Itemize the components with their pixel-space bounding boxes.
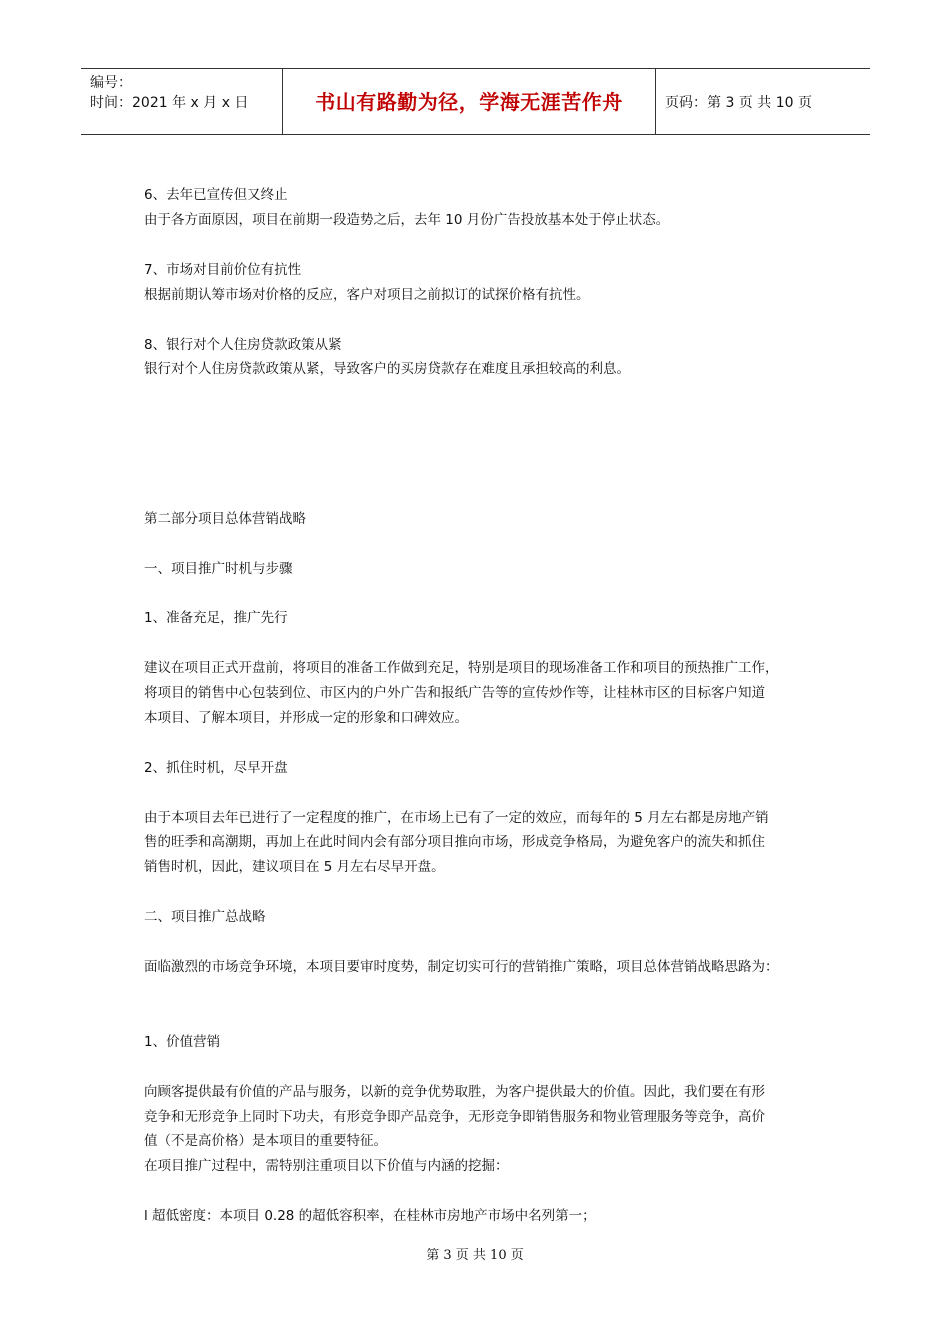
bullet-item: l 超低密度：本项目 0.28 的超低容积率，在桂林市房地产市场中名列第一； — [144, 1208, 596, 1224]
header-motto: 书山有路勤为径，学海无涯苦作舟 — [315, 90, 623, 114]
section-6-text: 由于各方面原因，项目在前期一段造势之后，去年 10 月份广告投放基本处于停止状态。 — [144, 212, 670, 228]
header-page-number: 页码：第 3 页 共 10 页 — [665, 95, 812, 111]
document-time-label: 时间：2021 年 x 月 x 日 — [90, 95, 249, 111]
section-8-title: 8、银行对个人住房贷款政策从紧 — [144, 337, 342, 353]
value-marketing-line: 在项目推广过程中，需特别注重项目以下价值与内涵的挖掘： — [144, 1158, 509, 1174]
value-marketing-line: 竞争和无形竞争上同时下功夫，有形竞争即产品竞争，无形竞争即销售服务和物业管理服务等竞争，高价 — [144, 1109, 765, 1125]
subsection-2-line: 由于本项目去年已进行了一定程度的推广，在市场上已有了一定的效应，而每年的 5 月左右都是房地产销 — [144, 810, 769, 826]
subsection-1-title: 1、准备充足，推广先行 — [144, 610, 288, 626]
subsection-2-line: 售的旺季和高潮期，再加上在此时间内会有部分项目推向市场，形成竞争格局，为避免客户的流失和抓住 — [144, 834, 765, 850]
section-one-title: 一、项目推广时机与步骤 — [144, 561, 293, 577]
section-two-title: 二、项目推广总战略 — [144, 909, 266, 925]
page-footer: 第 3 页 共 10 页 — [426, 1248, 524, 1263]
subsection-2-line: 销售时机，因此，建议项目在 5 月左右尽早开盘。 — [144, 859, 445, 875]
part-2-title: 第二部分项目总体营销战略 — [144, 511, 306, 527]
subsection-1-line: 将项目的销售中心包装到位、市区内的户外广告和报纸广告等的宣传炒作等，让桂林市区的目标客户知道 — [144, 685, 765, 701]
section-7-text: 根据前期认筹市场对价格的反应，客户对项目之前拟订的试探价格有抗性。 — [144, 287, 590, 303]
value-marketing-line: 向顾客提供最有价值的产品与服务，以新的竞争优势取胜，为客户提供最大的价值。因此，我们要在有形 — [144, 1084, 765, 1100]
section-7-title: 7、市场对目前价位有抗性 — [144, 262, 302, 278]
document-number-label: 编号： — [90, 75, 132, 91]
subsection-2-title: 2、抓住时机，尽早开盘 — [144, 760, 288, 776]
section-8-text: 银行对个人住房贷款政策从紧，导致客户的买房贷款存在难度且承担较高的利息。 — [144, 361, 630, 377]
header-divider — [655, 69, 656, 134]
header-meta — [90, 73, 248, 113]
subsection-1-line: 本项目、了解本项目，并形成一定的形象和口碑效应。 — [144, 710, 468, 726]
value-marketing-line: 值（不是高价格）是本项目的重要特征。 — [144, 1133, 387, 1149]
page-header — [81, 68, 870, 135]
subsection-1-line: 建议在项目正式开盘前，将项目的准备工作做到充足，特别是项目的现场准备工作和项目的预热推广工作， — [144, 660, 779, 676]
section-6-title: 6、去年已宣传但又终止 — [144, 187, 288, 203]
section-two-text: 面临激烈的市场竞争环境，本项目要审时度势，制定切实可行的营销推广策略，项目总体营销战略思路为： — [144, 959, 779, 975]
value-marketing-title: 1、价值营销 — [144, 1034, 221, 1050]
